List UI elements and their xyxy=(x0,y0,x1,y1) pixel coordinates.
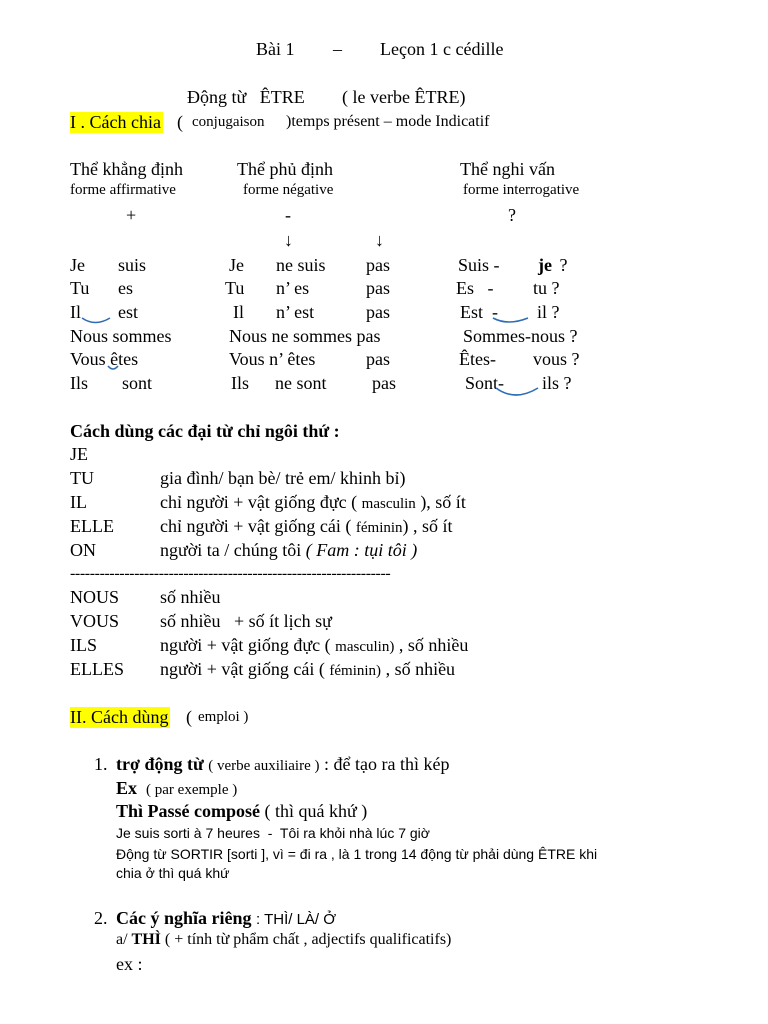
pronoun-vous-desc: số nhiều + số ít lịch sự xyxy=(160,611,332,631)
pronoun-ils: ILS xyxy=(70,635,97,655)
pronoun-tu: TU xyxy=(70,468,94,488)
note-line-1: Động từ SORTIR [sorti ], vì = đi ra , là 1 trong 14 động từ phải dùng ÊTRE khi xyxy=(116,846,598,862)
liaison-il-est xyxy=(82,318,110,323)
section-2-heading: II. Cách dùng xyxy=(70,707,169,727)
conj-neg-verb: ne sont xyxy=(275,373,327,393)
conj-int-verb: Es - xyxy=(456,278,494,298)
conj-neg-pronoun: Ils xyxy=(231,373,249,393)
arrow-down-1: ↓ xyxy=(284,230,293,250)
conj-neg-pas: pas xyxy=(366,278,390,298)
conj-neg-pas: pas xyxy=(366,349,390,369)
pronoun-ils-desc: người + vật giống đực ( masculin) , số nhiều xyxy=(160,635,469,655)
pronoun-elles: ELLES xyxy=(70,659,124,679)
conj-aff-pronoun: Tu xyxy=(70,278,90,298)
pronoun-tu-desc: gia đình/ bạn bè/ trẻ em/ khinh bỉ) xyxy=(160,468,406,488)
conj-neg-full: Nous ne sommes pas xyxy=(229,326,381,346)
conj-int-verb: Est - xyxy=(460,302,498,322)
section-1-heading: I . Cách chia xyxy=(70,112,161,132)
conj-aff-verb: suis xyxy=(118,255,147,275)
divider-line: ----------------------------------------------------------------- xyxy=(70,565,391,582)
conj-int-pronoun: il ? xyxy=(537,302,560,322)
conj-int-pronoun-bold: je xyxy=(538,255,552,275)
section-2-paren: ( xyxy=(186,707,192,727)
conj-int-full: Sommes-nous ? xyxy=(463,326,578,346)
passe-compose-line: Thì Passé composé ( thì quá khứ ) xyxy=(116,801,368,821)
conj-aff-verb: es xyxy=(118,278,133,298)
conj-int-pronoun: tu ? xyxy=(533,278,560,298)
header-dash: – xyxy=(333,39,342,59)
conj-neg-verb: n’ est xyxy=(276,302,315,322)
conj-int-pronoun: ils ? xyxy=(542,373,572,393)
pronoun-vous: VOUS xyxy=(70,611,120,631)
verb-title-vn: Động từ ÊTRE xyxy=(187,87,305,107)
example-2-label: ex : xyxy=(116,954,143,974)
pronoun-il-desc: chỉ người + vật giống đực ( masculin ), số ít xyxy=(160,492,466,512)
section-1-rest: )temps présent – mode Indicatif xyxy=(286,113,490,130)
lesson-number: Bài 1 xyxy=(256,39,295,59)
section-1-sub: conjugaison xyxy=(192,114,265,130)
interrogative-vn: Thể nghi vấn xyxy=(460,159,555,179)
pronoun-il: IL xyxy=(70,492,87,512)
conj-int-pronoun: vous ? xyxy=(533,349,580,369)
lesson-title: Leçon 1 c cédille xyxy=(380,39,504,59)
conj-aff-pronoun: Ils xyxy=(70,373,88,393)
affirmative-vn: Thể khẳng định xyxy=(70,159,183,179)
conj-neg-pas: pas xyxy=(366,302,390,322)
pronouns-heading: Cách dùng các đại từ chỉ ngôi thứ : xyxy=(70,421,340,441)
pronoun-elle: ELLE xyxy=(70,516,114,536)
section-1-paren: ( xyxy=(177,112,183,132)
conj-aff-pronoun: Il xyxy=(70,302,81,322)
interrogative-fr: forme interrogative xyxy=(463,182,580,198)
negative-vn: Thể phủ định xyxy=(237,159,333,179)
conj-int-verb: Êtes- xyxy=(459,349,496,369)
conj-int-question: ? xyxy=(555,255,568,275)
note-line-2: chia ở thì quá khứ xyxy=(116,865,230,881)
conj-neg-pronoun: Il xyxy=(233,302,244,322)
conj-int-verb: Suis - xyxy=(458,255,500,275)
conj-aff-full: Nous sommes xyxy=(70,326,172,346)
affirmative-sign: + xyxy=(126,205,137,225)
pronoun-je: JE xyxy=(70,444,88,464)
pronoun-nous: NOUS xyxy=(70,587,120,607)
example-sentence: Je suis sorti à 7 heures - Tôi ra khỏi nhà lúc 7 giờ xyxy=(116,825,430,841)
pronoun-elles-desc: người + vật giống cái ( féminin) , số nhiều xyxy=(160,659,456,679)
conj-neg-pas: pas xyxy=(372,373,396,393)
conj-aff-verb: est xyxy=(118,302,138,322)
pronoun-on-desc: người ta / chúng tôi ( Fam : tụi tôi ) xyxy=(160,540,418,560)
section-2-sub: emploi ) xyxy=(198,709,249,725)
negative-sign: - xyxy=(285,205,291,225)
arrow-down-2: ↓ xyxy=(375,230,384,250)
conj-aff-full: Vous êtes xyxy=(70,349,139,369)
conj-neg-verb: ne suis xyxy=(276,255,326,275)
conj-aff-pronoun: Je xyxy=(70,255,85,275)
conj-aff-verb: sont xyxy=(122,373,153,393)
pronoun-nous-desc: số nhiều xyxy=(160,587,221,607)
pronoun-elle-desc: chỉ người + vật giống cái ( féminin) , số ít xyxy=(160,516,453,536)
example-label-line: Ex ( par exemple ) xyxy=(116,778,238,798)
conj-neg-pas: pas xyxy=(366,255,390,275)
meaning-a-line: a/ THÌ ( + tính từ phẩm chất , adjectifs qualificatifs) xyxy=(116,931,452,948)
liaison-est-il xyxy=(493,318,528,322)
pronoun-on: ON xyxy=(70,540,96,560)
item-2-line: Các ý nghĩa riêng : THÌ/ LÀ/ Ở xyxy=(116,908,337,928)
item-2-number: 2. xyxy=(94,908,108,928)
item-1-number: 1. xyxy=(94,754,108,774)
affirmative-fr: forme affirmative xyxy=(70,182,176,198)
negative-fr: forme négative xyxy=(243,182,334,198)
conj-neg-pronoun: Je xyxy=(229,255,244,275)
item-1-line: trợ động từ ( verbe auxiliaire ) : để tạo ra thì kép xyxy=(116,754,450,774)
interrogative-sign: ? xyxy=(508,205,516,225)
verb-title-fr: ( le verbe ÊTRE) xyxy=(342,87,466,107)
conj-int-verb: Sont- xyxy=(465,373,505,393)
conj-neg-verb: n’ es xyxy=(276,278,310,298)
conj-neg-pronoun: Tu xyxy=(225,278,245,298)
conj-neg-verb: Vous n’ êtes xyxy=(229,349,316,369)
